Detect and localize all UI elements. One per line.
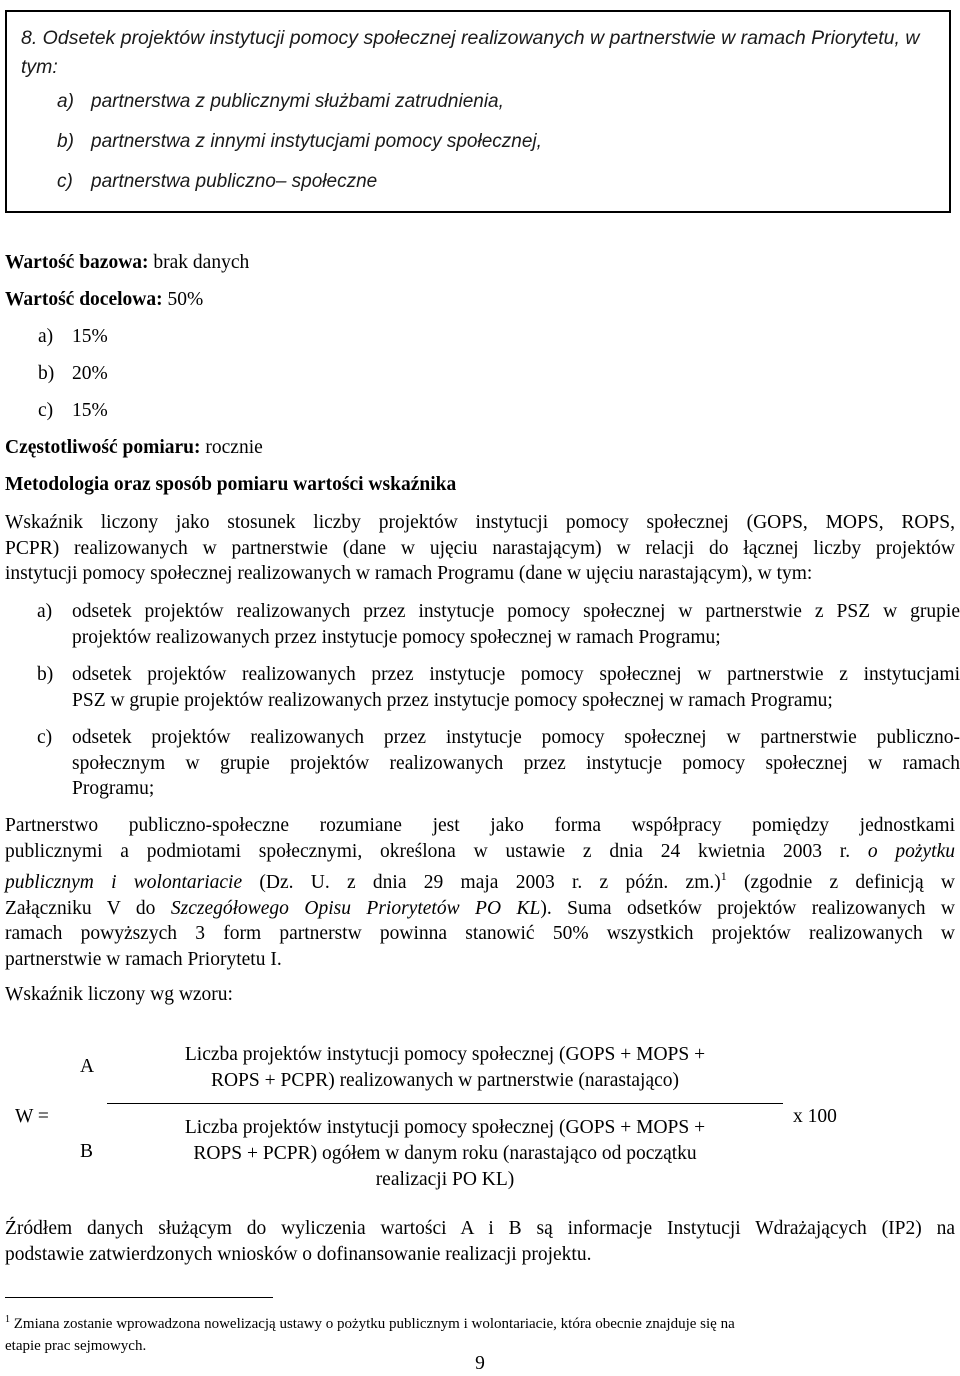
subitem-text: partnerstwa z publicznymi służbami zatrudnienia, (91, 91, 504, 112)
target-item-label: a) (38, 326, 54, 347)
baseline-value: brak danych (148, 252, 250, 273)
partnership-paragraph (5, 813, 955, 972)
item-text (72, 662, 960, 713)
footnote-ref[interactable]: 1 (720, 869, 727, 883)
formula-lhs: W = (15, 1106, 49, 1127)
item-label: b) (37, 664, 54, 685)
subitem-label: c) (57, 171, 73, 192)
text-line: odsetek projektów realizowanych przez instytucje pomocy społecznej w partnerstwie publiczno- (72, 727, 960, 748)
target-item (38, 326, 108, 348)
target-value-line (5, 289, 203, 311)
baseline-label: Wartość bazowa: (5, 252, 149, 273)
methodology-intro (5, 510, 955, 587)
numerator-line: ROPS + PCPR) realizowanych w partnerstwie (narastająco) (210, 1070, 680, 1091)
text-line: społecznym w grupie projektów realizowanych przez instytucje pomocy społecznej w ramach (72, 752, 960, 774)
text-line: Źródłem danych służącym do wyliczenia wartości A i B są informacje Instytucji Wdrażających (IP2) na (5, 1218, 955, 1239)
text-line: odsetek projektów realizowanych przez instytucje pomocy społecznej w partnerstwie z instytucjami (72, 664, 960, 685)
subitem-label: b) (57, 131, 74, 152)
target-item (38, 363, 108, 385)
item-text (72, 725, 960, 802)
text-line: instytucji pomocy społecznej realizowanych w ramach Programu (dane w ujęciu narastającym), w tym: (5, 563, 813, 584)
formula-symbol-a: A (80, 1056, 95, 1077)
text-run: (zgodnie z definicją w (726, 872, 956, 893)
text-line: odsetek projektów realizowanych przez instytucje pomocy społecznej w partnerstwie z PSZ w grupie (72, 601, 960, 622)
item-text (72, 599, 960, 650)
text-line: Partnerstwo publiczno-społeczne rozumiane jest jako forma współpracy pomiędzy jednostkami (5, 815, 955, 836)
footnote-text: Zmiana zostanie wprowadzona nowelizacją ustawy o pożytku publicznym i wolontariacie, która obecnie znajduje się na (10, 1316, 735, 1332)
formula-multiplier: x 100 (793, 1106, 837, 1127)
subitem-label: a) (57, 91, 74, 112)
numerator-line: Liczba projektów instytucji pomocy społecznej (GOPS + MOPS + (184, 1044, 706, 1065)
fraction-bar (107, 1103, 783, 1104)
indicator-subitem (57, 131, 542, 153)
footnote (5, 1309, 955, 1357)
denominator-line: ROPS + PCPR) ogółem w danym roku (narastająco od początku (193, 1143, 697, 1164)
text-run: (Dz. U. z dnia 29 maja 2003 r. z późn. zm.) (242, 872, 721, 893)
target-value: 50% (162, 289, 204, 310)
target-item-value: 20% (72, 363, 108, 384)
text-line (5, 839, 955, 865)
text-line: Wskaźnik liczony jako stosunek liczby projektów instytucji pomocy społecznej (GOPS, MOPS, ROPS, (5, 512, 955, 533)
text-line (5, 896, 955, 922)
target-item-value: 15% (72, 326, 108, 347)
document-title: Szczegółowego Opisu Priorytetów PO KL (170, 897, 541, 919)
page-number: 9 (475, 1353, 485, 1374)
subitem-text: partnerstwa z innymi instytucjami pomocy społecznej, (91, 131, 542, 152)
formula-denominator (107, 1115, 783, 1193)
target-item-label: c) (38, 400, 54, 421)
frequency-value: rocznie (200, 437, 263, 458)
act-title-part: o pożytku (867, 840, 955, 862)
methodology-heading-text: Metodologia oraz sposób pomiaru wartości wskaźnika (5, 474, 457, 495)
text-line: ramach powyższych 3 form partnerstw powinna stanowić 50% wszystkich projektów realizowanych w (5, 923, 955, 944)
denominator-line: Liczba projektów instytucji pomocy społecznej (GOPS + MOPS + (184, 1117, 706, 1138)
text-line: podstawie zatwierdzonych wniosków o dofinansowanie realizacji projektu. (5, 1243, 592, 1265)
frequency-line (5, 437, 263, 459)
item-label: a) (37, 601, 53, 622)
target-item (38, 400, 108, 422)
frequency-label: Częstotliwość pomiaru: (5, 437, 201, 458)
text-line: Programu; (72, 778, 155, 799)
indicator-subitem (57, 171, 377, 193)
footnote-line: etapie prac sejmowych. (5, 1338, 147, 1354)
text-line (5, 864, 955, 896)
formula-numerator (107, 1042, 783, 1094)
item-label: c) (37, 727, 53, 748)
target-label: Wartość docelowa: (5, 289, 163, 310)
denominator-line: realizacji PO KL) (375, 1169, 515, 1190)
footnote-marker: 1 (5, 1314, 10, 1325)
act-title-part: publicznym i wolontariacie (5, 872, 243, 893)
formula-symbol-b: B (80, 1141, 94, 1162)
text-run: publicznymi a podmiotami społecznymi, określona w ustawie z dnia 24 kwietnia 2003 r. (5, 840, 868, 862)
data-source-paragraph (5, 1216, 955, 1267)
text-line: projektów realizowanych przez instytucje pomocy społecznej w ramach Programu; (72, 626, 721, 648)
text-run: Załączniku V do (5, 897, 171, 919)
text-line: partnerstwie w ramach Priorytetu I. (5, 948, 282, 970)
target-item-label: b) (38, 363, 55, 384)
formula-intro: Wskaźnik liczony wg wzoru: (5, 984, 233, 1005)
indicator-box (5, 10, 951, 213)
text-line: PSZ w grupie projektów realizowanych przez instytucje pomocy społecznej w ramach Programu; (72, 689, 833, 711)
indicator-heading: 8. Odsetek projektów instytucji pomocy społecznej realizowanych w partnerstwie w ramach Priorytetu, w tym: (21, 27, 920, 78)
footnote-line (5, 1309, 955, 1335)
baseline-value-line (5, 252, 249, 274)
methodology-heading (5, 474, 456, 496)
indicator-subitem (57, 91, 504, 113)
subitem-text: partnerstwa publiczno– społeczne (91, 171, 378, 192)
target-item-value: 15% (72, 400, 108, 421)
footnote-separator (5, 1297, 273, 1298)
text-run: ). Suma odsetków projektów realizowanych w (540, 897, 955, 919)
text-line: PCPR) realizowanych w partnerstwie (dane w ujęciu narastającym) w relacji do łącznej liczby projektów (5, 537, 955, 559)
